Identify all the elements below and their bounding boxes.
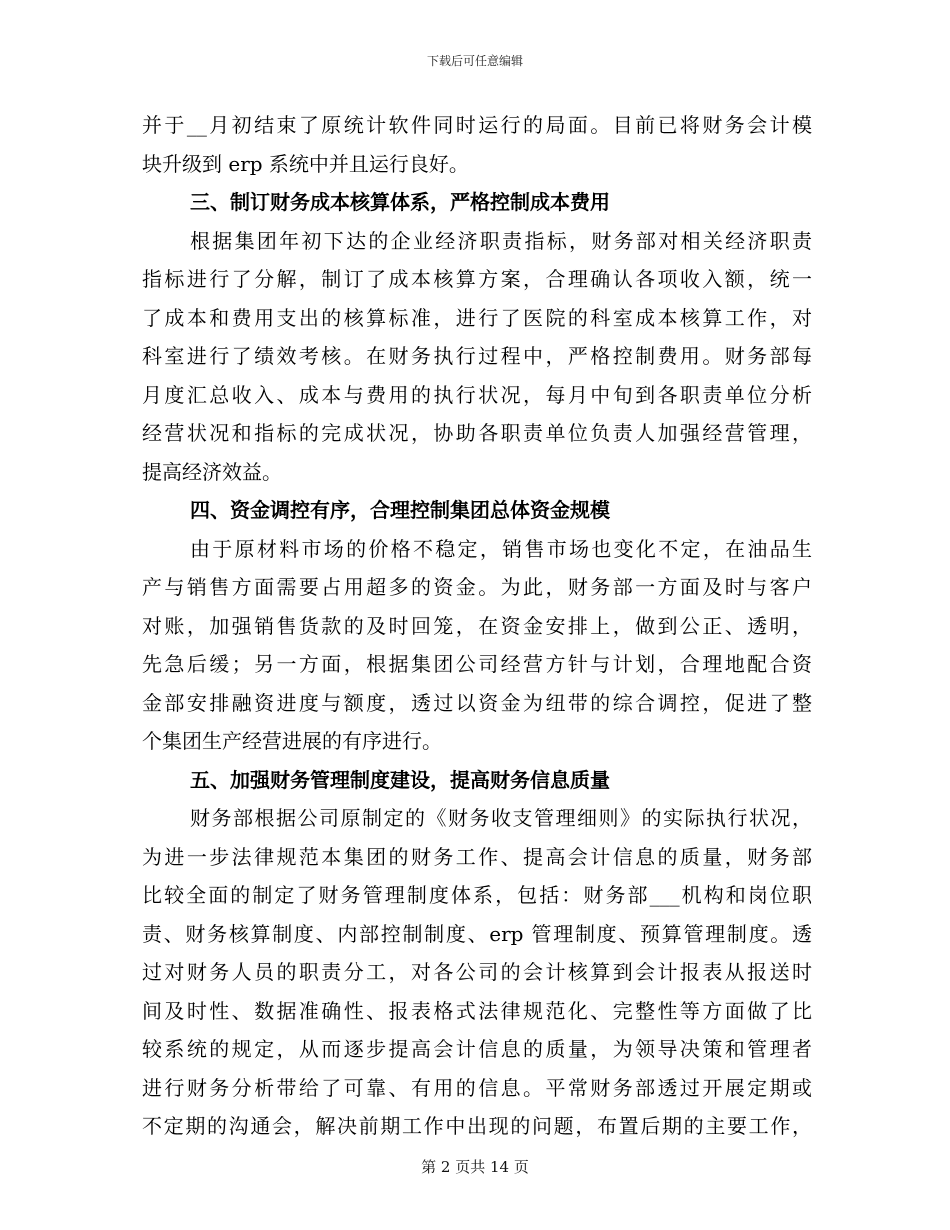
paragraph-line: 产与销售方面需要占用超多的资金。为此，财务部一方面及时与客户 <box>142 575 812 599</box>
paragraph-line: 对账，加强销售货款的及时回笼，在资金安排上，做到公正、透明， <box>142 613 812 638</box>
paragraph-line: 提高经济效益。 <box>142 459 282 484</box>
paragraph-line: 经营状况和指标的完成状况，协助各职责单位负责人加强经营管理， <box>142 421 812 445</box>
paragraph-line: 块升级到 erp 系统中并且运行良好。 <box>142 151 469 176</box>
section-heading-3: 三、制订财务成本核算体系，严格控制成本费用 <box>190 190 610 214</box>
paragraph-line: 个集团生产经营进展的有序进行。 <box>142 729 442 753</box>
paragraph-line: 不定期的沟通会，解决前期工作中出现的问题，布置后期的主要工作， <box>142 1114 812 1138</box>
section-heading-5: 五、加强财务管理制度建设，提高财务信息质量 <box>190 767 610 792</box>
paragraph-line: 较系统的规定，从而逐步提高会计信息的质量，为领导决策和管理者 <box>142 1037 812 1061</box>
paragraph-line: 财务部根据公司原制定的《财务收支管理细则》的实际执行状况， <box>190 806 812 830</box>
paragraph-line: 间及时性、数据准确性、报表格式法律规范化、完整性等方面做了比 <box>142 998 812 1023</box>
page-header: 下载后可任意编辑 <box>426 54 523 68</box>
paragraph-line: 并于__月初结束了原统计软件同时运行的局面。目前已将财务会计模 <box>142 113 812 137</box>
paragraph-line: 金部安排融资进度与额度，透过以资金为纽带的综合调控，促进了整 <box>142 690 812 715</box>
paragraph-line: 根据集团年初下达的企业经济职责指标，财务部对相关经济职责 <box>190 228 812 253</box>
paragraph-line: 了成本和费用支出的核算标准，进行了医院的科室成本核算工作，对 <box>142 305 812 330</box>
paragraph-line: 过对财务人员的职责分工，对各公司的会计核算到会计报表从报送时 <box>142 960 812 984</box>
paragraph-line: 比较全面的制定了财务管理制度体系，包括：财务部___机构和岗位职 <box>142 883 812 907</box>
page-number: 第 2 页共 14 页 <box>421 1158 529 1176</box>
paragraph-line: 先急后缓；另一方面，根据集团公司经营方针与计划，合理地配合资 <box>142 652 812 676</box>
document-body <box>142 106 812 1146</box>
paragraph-line: 由于原材料市场的价格不稳定，销售市场也变化不定，在油品生 <box>190 536 812 561</box>
section-heading-4: 四、资金调控有序，合理控制集团总体资金规模 <box>190 498 610 522</box>
paragraph-line: 责、财务核算制度、内部控制制度、erp 管理制度、预算管理制度。透 <box>142 921 812 946</box>
paragraph-line: 为进一步法律规范本集团的财务工作、提高会计信息的质量，财务部 <box>142 844 812 869</box>
paragraph-line: 科室进行了绩效考核。在财务执行过程中，严格控制费用。财务部每 <box>142 344 812 368</box>
paragraph-line: 月度汇总收入、成本与费用的执行状况，每月中旬到各职责单位分析 <box>142 382 812 407</box>
paragraph-line: 进行财务分析带给了可靠、有用的信息。平常财务部透过开展定期或 <box>142 1075 812 1100</box>
paragraph-line: 指标进行了分解，制订了成本核算方案，合理确认各项收入额，统一 <box>142 267 812 291</box>
